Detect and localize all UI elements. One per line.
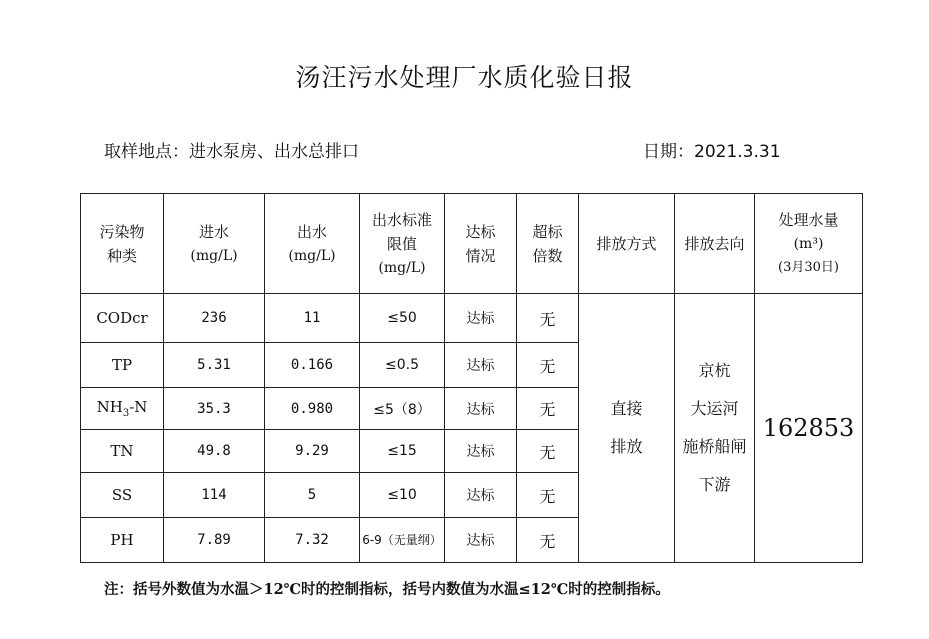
header-effluent [265, 194, 360, 294]
header-volume-date: (3月30日) [778, 259, 839, 275]
header-limit-line2: 限值 [386, 234, 417, 253]
exceed-times: 无 [517, 473, 579, 518]
header-limit [360, 194, 445, 294]
influent-value: 7.89 [164, 518, 265, 563]
limit-value: ≤10 [360, 473, 445, 518]
water-quality-table [80, 193, 863, 563]
header-discharge-method: 排放方式 [579, 194, 675, 294]
influent-value: 49.8 [164, 430, 265, 473]
header-row [81, 194, 863, 294]
limit-value: ≤50 [360, 294, 445, 343]
header-influent-unit: (mg/L) [190, 247, 238, 264]
header-pollutant [81, 194, 164, 294]
destination-line1: 京杭 [698, 361, 731, 380]
pollutant-name: TN [81, 430, 164, 473]
header-compliance-line2: 情况 [465, 246, 496, 265]
influent-value: 236 [164, 294, 265, 343]
limit-value: 6-9（无量纲） [360, 518, 445, 563]
destination-line3: 施桥船闸 [682, 437, 747, 456]
header-pollutant-line1: 污染物 [99, 222, 145, 241]
header-compliance-line1: 达标 [465, 222, 496, 241]
sampling-location: 取样地点：进水泵房、出水总排口 [104, 142, 359, 162]
influent-value: 35.3 [164, 388, 265, 430]
effluent-value: 5 [265, 473, 360, 518]
limit-value: ≤5（8） [360, 388, 445, 430]
effluent-value: 11 [265, 294, 360, 343]
limit-value: ≤15 [360, 430, 445, 473]
exceed-times: 无 [517, 343, 579, 388]
header-exceed-line1: 超标 [532, 222, 563, 241]
header-treated-volume [755, 194, 863, 294]
exceed-times: 无 [517, 518, 579, 563]
compliance-status: 达标 [445, 518, 517, 563]
header-discharge-destination: 排放去向 [675, 194, 755, 294]
header-exceed-line2: 倍数 [532, 246, 563, 265]
effluent-value: 0.166 [265, 343, 360, 388]
effluent-value: 0.980 [265, 388, 360, 430]
header-limit-line1: 出水标准 [371, 210, 432, 229]
compliance-status: 达标 [445, 343, 517, 388]
header-exceed [517, 194, 579, 294]
header-influent-line1: 进水 [198, 222, 229, 241]
discharge-destination-cell [675, 294, 755, 563]
footnote: 注：括号外数值为水温＞12℃时的控制指标，括号内数值为水温≤12℃时的控制指标。 [104, 581, 670, 598]
pollutant-name: PH [81, 518, 164, 563]
report-title: 汤汪污水处理厂水质化验日报 [295, 63, 634, 92]
compliance-status: 达标 [445, 473, 517, 518]
pollutant-name-tail: -N [129, 398, 148, 416]
treated-volume-value: 162853 [755, 294, 863, 563]
header-pollutant-line2: 种类 [106, 246, 137, 265]
exceed-times: 无 [517, 388, 579, 430]
discharge-method-line1: 直接 [610, 399, 643, 418]
exceed-times: 无 [517, 294, 579, 343]
header-volume-line1: 处理水量 [778, 210, 839, 229]
pollutant-name [81, 388, 164, 430]
header-effluent-line1: 出水 [296, 222, 327, 241]
destination-line4: 下游 [698, 475, 731, 494]
header-compliance [445, 194, 517, 294]
discharge-method-line2: 排放 [610, 437, 643, 456]
compliance-status: 达标 [445, 430, 517, 473]
header-effluent-unit: (mg/L) [288, 247, 336, 264]
header-volume-unit: (m³) [793, 235, 824, 252]
exceed-times: 无 [517, 430, 579, 473]
compliance-status: 达标 [445, 388, 517, 430]
pollutant-name: SS [81, 473, 164, 518]
pollutant-name-main: NH [96, 398, 123, 416]
header-limit-unit: (mg/L) [378, 259, 426, 276]
compliance-status: 达标 [445, 294, 517, 343]
pollutant-name: CODcr [81, 294, 164, 343]
pollutant-name: TP [81, 343, 164, 388]
report-date: 日期：2021.3.31 [643, 142, 781, 162]
limit-value: ≤0.5 [360, 343, 445, 388]
header-influent [164, 194, 265, 294]
pollutant-name-subscript: 3 [122, 408, 130, 419]
effluent-value: 7.32 [265, 518, 360, 563]
destination-line2: 大运河 [690, 399, 739, 418]
table-row [81, 294, 863, 343]
influent-value: 114 [164, 473, 265, 518]
effluent-value: 9.29 [265, 430, 360, 473]
discharge-method-cell [579, 294, 675, 563]
influent-value: 5.31 [164, 343, 265, 388]
